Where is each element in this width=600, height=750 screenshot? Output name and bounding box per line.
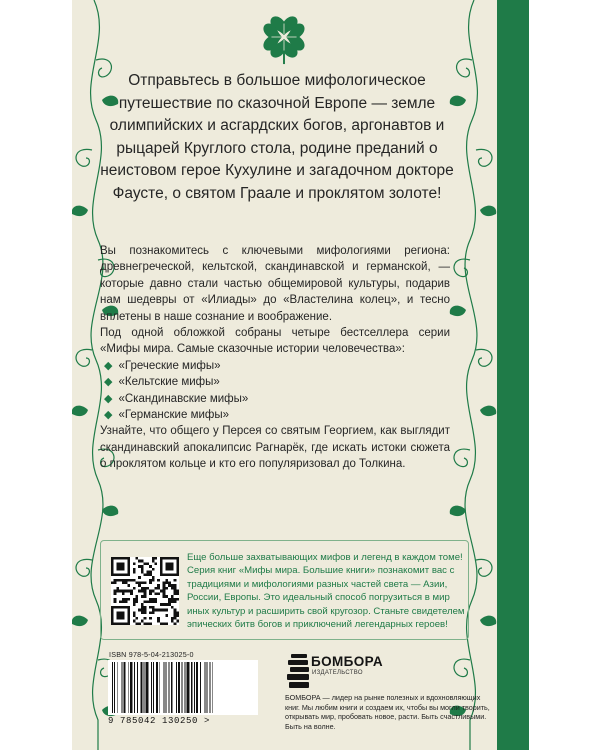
description [100,243,450,473]
diamond-bullet-icon: ◆ [104,376,113,389]
book-list [100,358,450,424]
description-paragraph: Узнайте, что общего у Персея со святым Георгием, как выглядит скандинавский апокалипсис Рагнарёк, где искать истоки сюжета о проклятом кольце и кто его популяризовал до Толкина. [100,425,450,471]
lead-paragraph: Отправьтесь в большое мифологическое путешествие по сказочной Европе — земле олимпийских и асгардских богов, аргонавтов и рыцарей Круглого стола, родине преданий о неистовом герое Кухулине и загадочном докторе Фаусте, о святом Граале и проклятом золоте! [100,72,454,202]
spine-strip [497,0,529,750]
book-title: «Германские мифы» [118,409,230,422]
diamond-bullet-icon: ◆ [104,409,113,422]
back-cover [72,0,497,750]
series-promo-box [100,540,469,640]
qr-code [111,557,179,625]
book-title: «Кельтские мифы» [118,376,220,389]
book-list-item [104,391,450,407]
isbn-label: ISBN 978-5-04-213025-0 [109,650,194,659]
publisher-logo-subtitle: ИЗДАТЕЛЬСТВО [312,670,363,676]
promo-text: Еще больше захватывающих мифов и легенд в каждом томе! Серия книг «Мифы мира. Большие книги» познакомит вас с традициями и мифологиями разных частей света — Азии, России, Европы. Это идеальный способ погрузиться в мир иных культур и расширить свой кругозор. Станьте свидетелем эпических битв богов и приключений легендарных героев! [187,552,465,631]
publisher-note: БОМБОРА — лидер на рынке полезных и вдохновляющих книг. Мы любим книги и создаем их, чтобы вы могли творить, открывать мир, пробовать новое, расти. Быть счастливыми. Быть на волне. [285,693,490,731]
book-title: «Греческие мифы» [118,359,221,372]
diamond-bullet-icon: ◆ [104,392,113,405]
description-paragraph: Под одной обложкой собраны четыре бестселлера серии «Мифы мира. Самые сказочные истории человечества»: [100,327,450,356]
book-list-item [104,374,450,390]
publisher-logo-name: БОМБОРА [311,654,384,669]
book-title: «Скандинавские мифы» [118,392,249,405]
book-list-item [104,358,450,374]
barcode-digits: 9 785042 130250 > [108,716,211,726]
clover-icon [255,8,313,66]
barcode [108,660,258,715]
diamond-bullet-icon: ◆ [104,359,113,372]
book-list-item [104,407,450,423]
description-paragraph: Вы познакомитесь с ключевыми мифологиями региона: древнегреческой, кельтской, скандинавской и германской, — которые давно стали частью общемировой культуры, подарив нам шедевры от «Илиады» до «Властелина колец», и тесно вплетены в наше сознание и воображение. [100,245,450,323]
